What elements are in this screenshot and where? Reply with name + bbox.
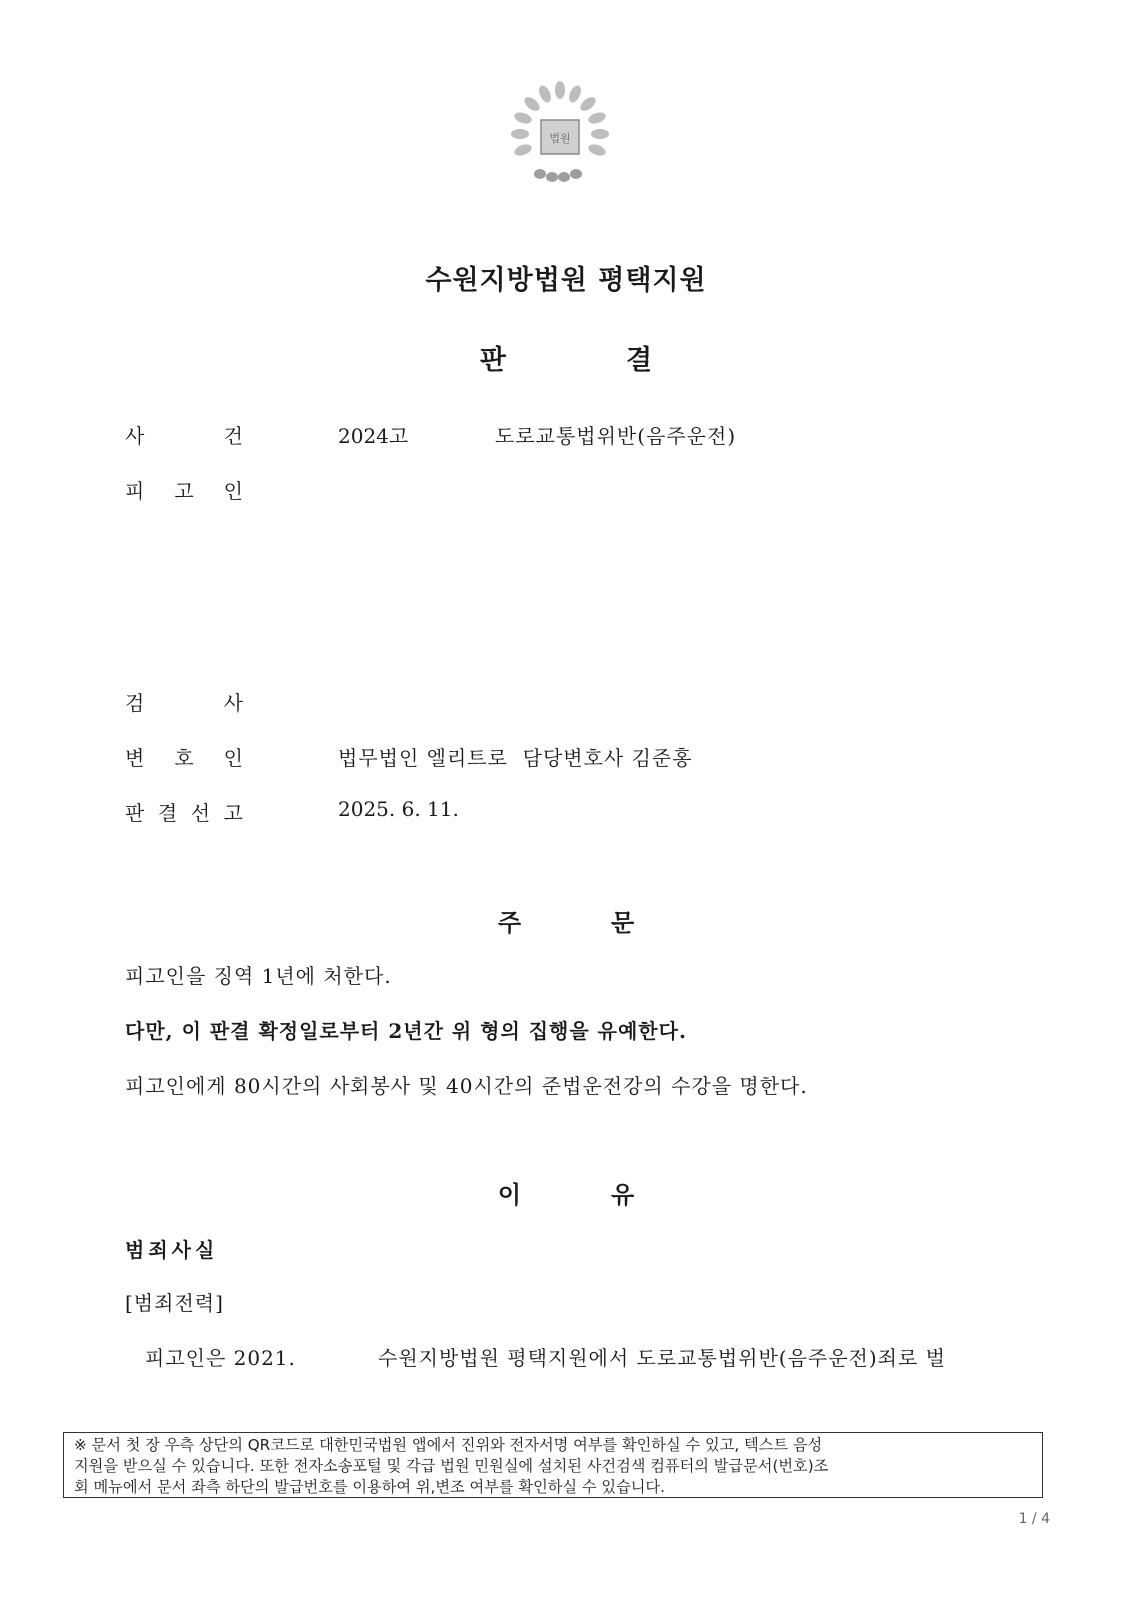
counsel-label: 변 호 인	[125, 746, 243, 770]
order-line: 다만, 이 판결 확정일로부터 2년간 위 형의 집행을 유예한다.	[125, 1019, 687, 1043]
court-name: 수원지방법원 평택지원	[425, 265, 707, 296]
case-label: 사 건	[125, 424, 243, 448]
verification-notice	[63, 1432, 1043, 1498]
counsel-value: 법무법인 엘리트로 담당변호사 김준홍	[338, 746, 693, 770]
title-char: 결	[626, 345, 653, 376]
sentencing-label: 판 결 선 고	[125, 801, 243, 825]
notice-line: 지원을 받으실 수 있습니다. 또한 전자소송포털 및 각급 법원 민원실에 설치된 사건검색 컴퓨터의 발급문서(번호)조	[74, 1457, 829, 1475]
prosecutor-label: 검 사	[125, 691, 243, 715]
criminal-record-label: [범죄전력]	[125, 1291, 224, 1315]
order-heading: 주 문	[497, 909, 635, 937]
crime-facts-heading: 범죄사실	[125, 1238, 219, 1262]
title-char: 판	[479, 345, 506, 376]
record-line-rest: 수원지방법원 평택지원에서 도로교통법위반(음주운전)죄로 벌	[378, 1346, 946, 1370]
document-title	[0, 338, 1132, 377]
sentencing-date: 2025. 6. 11.	[338, 797, 459, 821]
record-line-start: 피고인은 2021.	[145, 1346, 296, 1370]
case-name: 도로교통법위반(음주운전)	[495, 424, 737, 448]
emblem-text: 법원	[549, 132, 571, 145]
order-line: 피고인에게 80시간의 사회봉사 및 40시간의 준법운전강의 수강을 명한다.	[125, 1074, 808, 1098]
notice-line: ※ 문서 첫 장 우측 상단의 QR코드로 대한민국법원 앱에서 진위와 전자서명 여부를 확인하실 수 있고, 텍스트 음성	[74, 1436, 823, 1454]
reasons-heading: 이 유	[497, 1181, 635, 1209]
page-number: 1 / 4	[1018, 1511, 1050, 1527]
defendant-label: 피 고 인	[125, 479, 243, 503]
order-line: 피고인을 징역 1년에 처한다.	[125, 964, 392, 988]
notice-line: 회 메뉴에서 문서 좌측 하단의 발급번호를 이용하여 위,변조 여부를 확인하실 수 있습니다.	[74, 1478, 665, 1496]
court-emblem-icon	[505, 78, 615, 188]
case-number: 2024고	[338, 424, 409, 448]
